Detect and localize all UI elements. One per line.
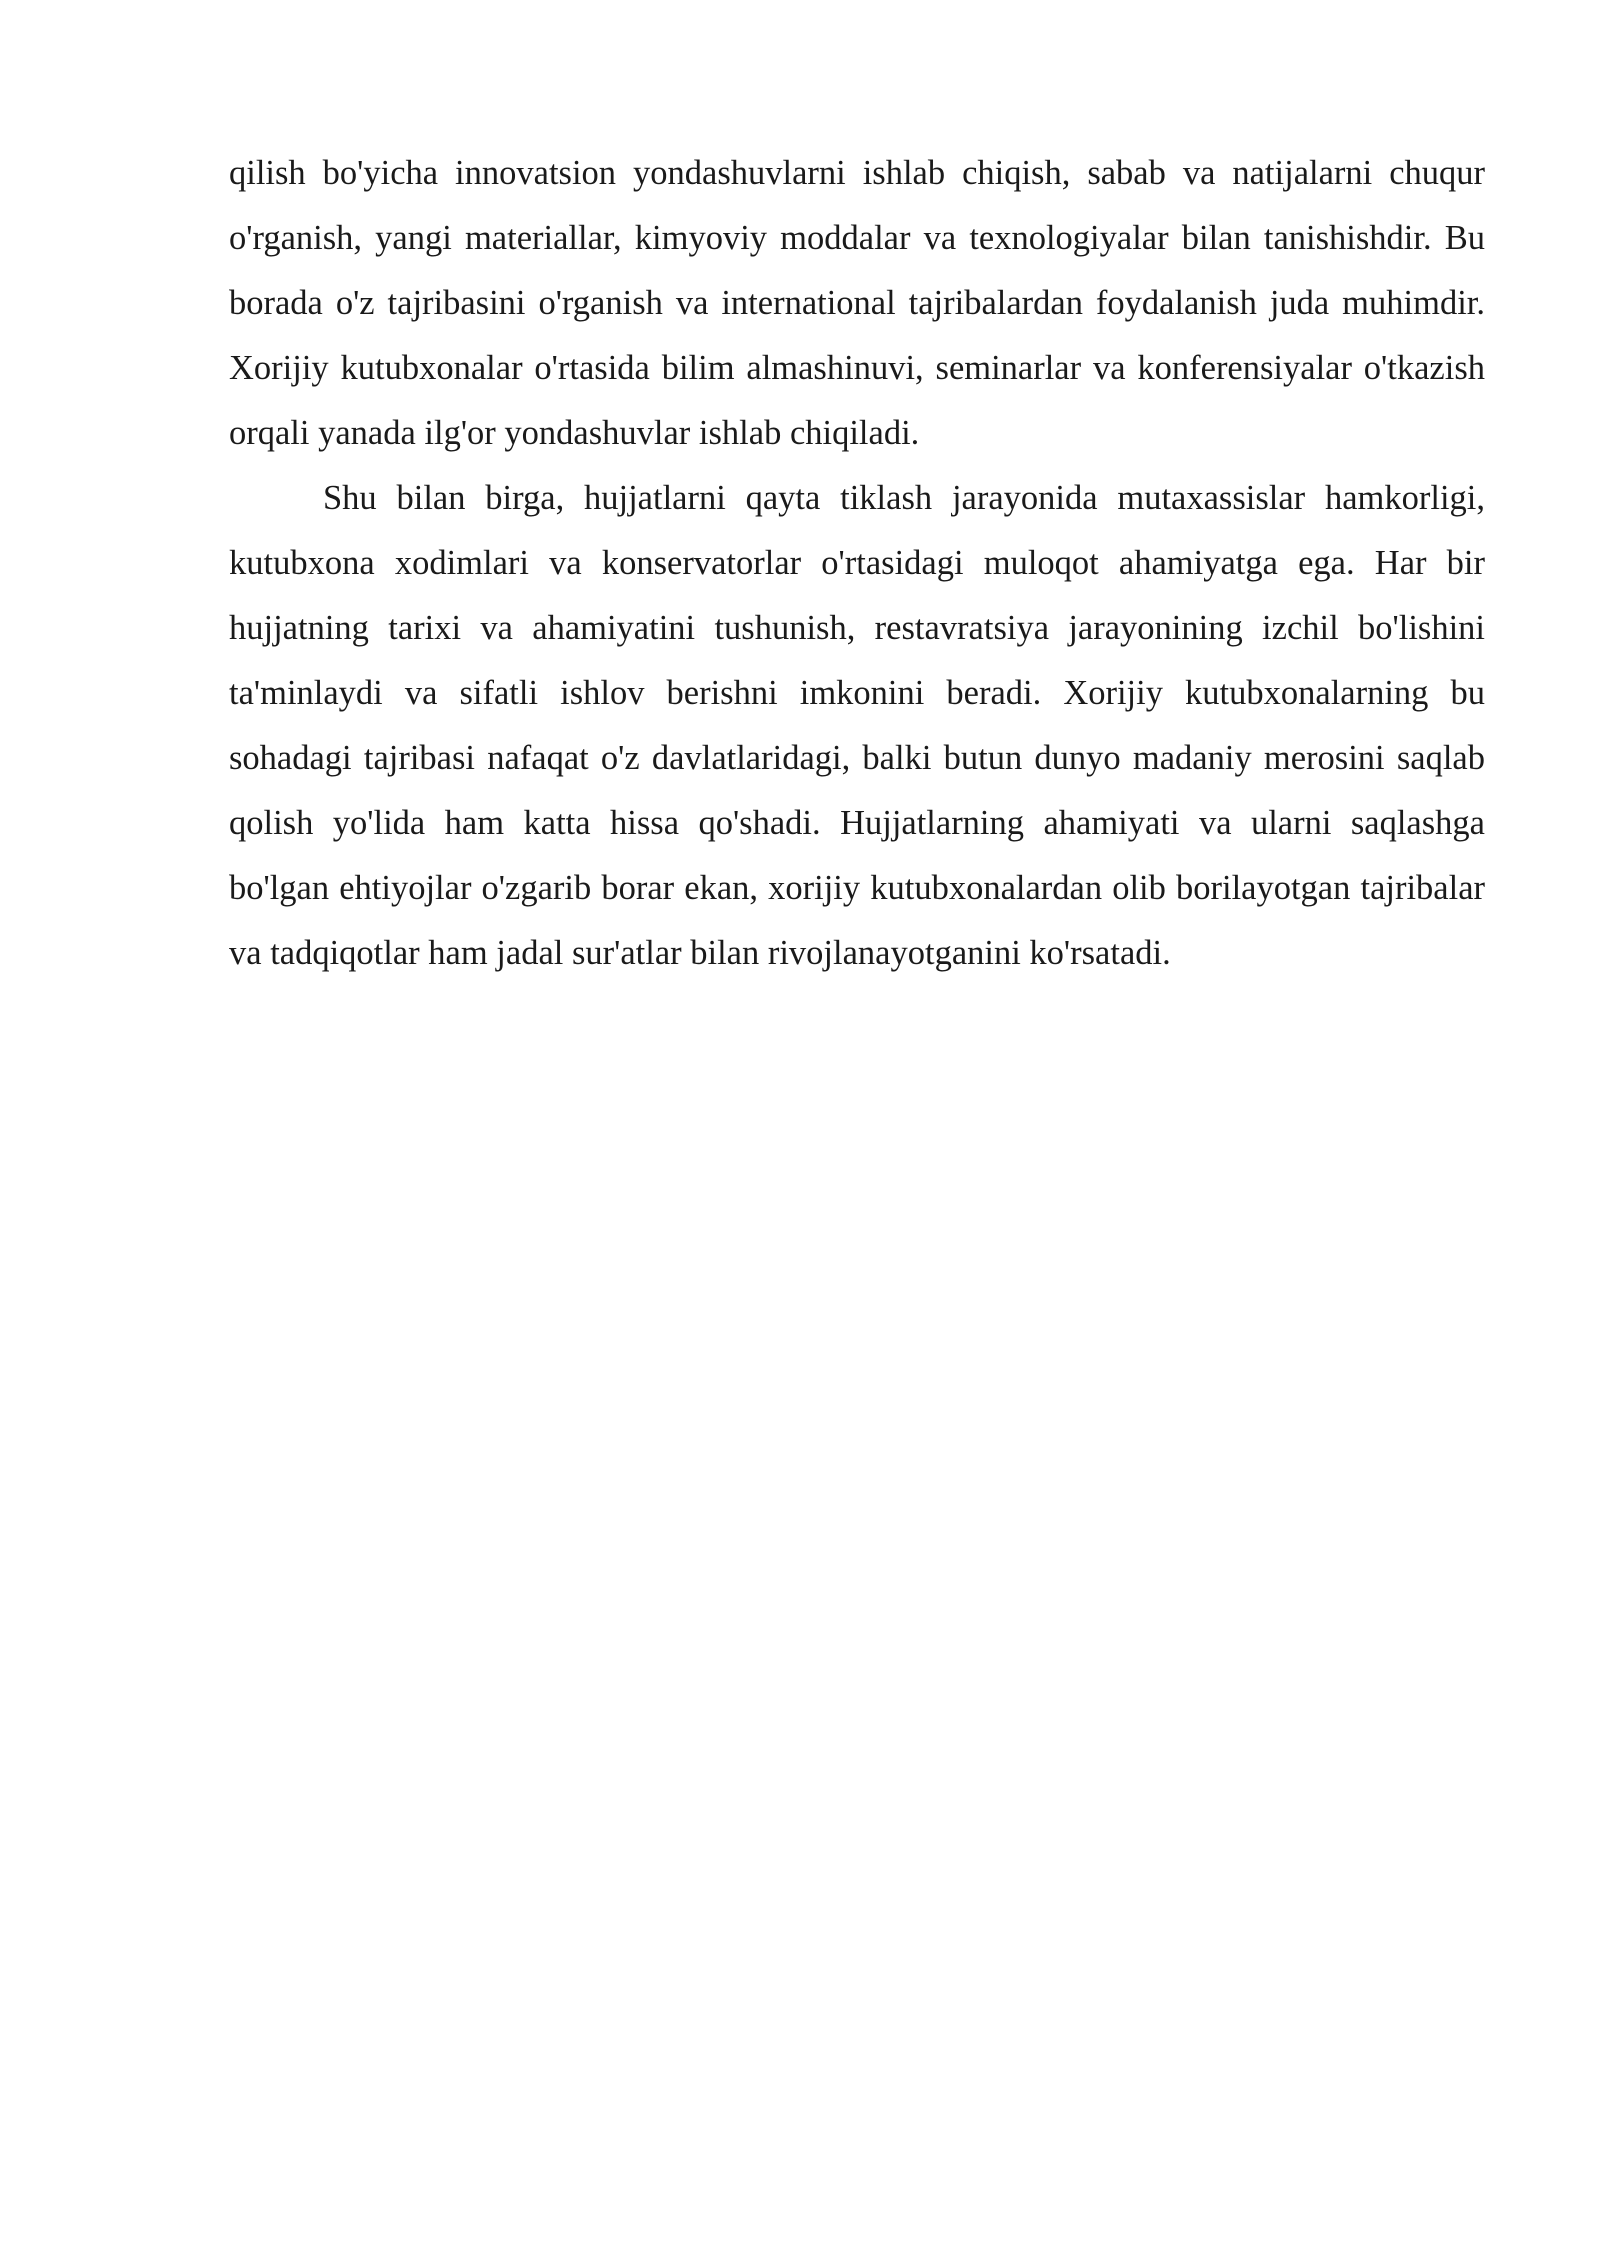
paragraph-continuation: qilish bo'yicha innovatsion yondashuvlarni ishlab chiqish, sabab va natijalarni chuqur o'rganish, yangi materiallar, kimyoviy moddalar va texnologiyalar bilan tanishishdir. Bu borada o'z tajribasini o'rganish va international tajribalardan foydalanish juda muhimdir. Xorijiy kutubxonalar o'rtasida bilim almashinuvi, seminarlar va konferensiyalar o'tkazish orqali yanada ilg'or yondashuvlar ishlab chiqiladi. [229, 154, 1485, 452]
body-text [229, 141, 1485, 986]
paragraph: Shu bilan birga, hujjatlarni qayta tiklash jarayonida mutaxassislar hamkorligi, kutubxona xodimlari va konservatorlar o'rtasidagi muloqot ahamiyatga ega. Har bir hujjatning tarixi va ahamiyatini tushunish, restavratsiya jarayonining izchil bo'lishini ta'minlaydi va sifatli ishlov berishni imkonini beradi. Xorijiy kutubxonalarning bu sohadagi tajribasi nafaqat o'z davlatlaridagi, balki butun dunyo madaniy merosini saqlab qolish yo'lida ham katta hissa qo'shadi. Hujjatlarning ahamiyati va ularni saqlashga bo'lgan ehtiyojlar o'zgarib borar ekan, xorijiy kutubxonalardan olib borilayotgan tajribalar va tadqiqotlar ham jadal sur'atlar bilan rivojlanayotganini ko'rsatadi. [229, 479, 1485, 972]
